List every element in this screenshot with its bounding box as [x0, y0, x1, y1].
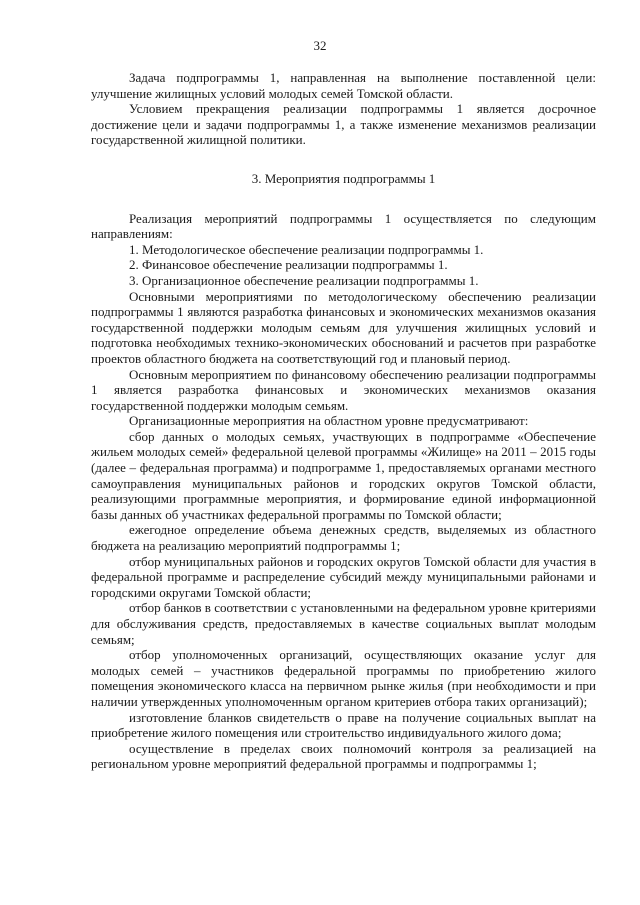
paragraph-termination-condition: Условием прекращения реализации подпрограммы 1 является досрочное достижение цели и задачи подпрограммы 1, а также изменение механизмов реализации государственной жилищной политики. [91, 101, 596, 148]
list-item-methodological: 1. Методологическое обеспечение реализации подпрограммы 1. [129, 241, 484, 257]
list-item-financial: 2. Финансовое обеспечение реализации подпрограммы 1. [129, 257, 448, 273]
page-number: 32 [313, 38, 327, 53]
paragraph-directions-intro: Реализация мероприятий подпрограммы 1 осуществляется по следующим направлениям: [91, 210, 596, 242]
paragraph-bank-selection: отбор банков в соответствии с установленными на федеральном уровне критериями для обслуживания средств, предоставляемых в качестве социальных выплат молодым семьям; [91, 600, 596, 647]
paragraph-data-collection: сбор данных о молодых семьях, участвующих в подпрограмме «Обеспечение жильем молодых семей» федеральной целевой программы «Жилище» на 2011 – 2015 годы (далее – федеральная программа) и подпрограмме 1, предоставляемых органами местного самоуправления муниципальных районов и городских округов Томской области, реализующими программные мероприятия, и формирование единой информационной базы данных об участниках федеральной программы по Томской области; [91, 428, 596, 522]
paragraph-control: осуществление в пределах своих полномочий контроля за реализацией на региональном уровне мероприятий федеральной программы и подпрограммы 1; [91, 740, 596, 772]
paragraph-certificate-forms: изготовление бланков свидетельств о праве на получение социальных выплат на приобретение жилого помещения или строительство индивидуального жилого дома; [91, 709, 596, 741]
document-body [91, 70, 596, 772]
paragraph-organizational-intro: Организационные мероприятия на областном уровне предусматривают: [129, 413, 529, 429]
paragraph-organization-selection: отбор уполномоченных организаций, осуществляющих оказание услуг для молодых семей – участников федеральной программы по приобретению жилого помещения экономического класса на первичном рынке жилья (при необходимости и при наличии утвержденных уполномоченным органом критериев отбора таких организаций); [91, 647, 596, 709]
paragraph-municipal-selection: отбор муниципальных районов и городских округов Томской области для участия в федеральной программе и распределение субсидий между муниципальными районами и городскими округами Томской области; [91, 553, 596, 600]
section-heading: 3. Мероприятия подпрограммы 1 [251, 170, 436, 186]
paragraph-annual-funding: ежегодное определение объема денежных средств, выделяемых из областного бюджета на реализацию мероприятий подпрограммы 1; [91, 522, 596, 554]
paragraph-goal-task: Задача подпрограммы 1, направленная на выполнение поставленной цели: улучшение жилищных условий молодых семей Томской области. [91, 70, 596, 101]
list-item-organizational: 3. Организационное обеспечение реализации подпрограммы 1. [129, 272, 479, 288]
paragraph-methodological-measures: Основными мероприятиями по методологическому обеспечению реализации подпрограммы 1 являются разработка финансовых и экономических механизмов оказания государственной поддержки молодым семьям для улучшения жилищных условий и подготовка необходимых технико-экономических обоснований и расчетов при разработке проектов областного бюджета на соответствующий год и плановый период. [91, 288, 596, 366]
paragraph-financial-measures: Основным мероприятием по финансовому обеспечению реализации подпрограммы 1 является разработка финансовых и экономических механизмов оказания государственной поддержки молодым семьям. [91, 366, 596, 413]
